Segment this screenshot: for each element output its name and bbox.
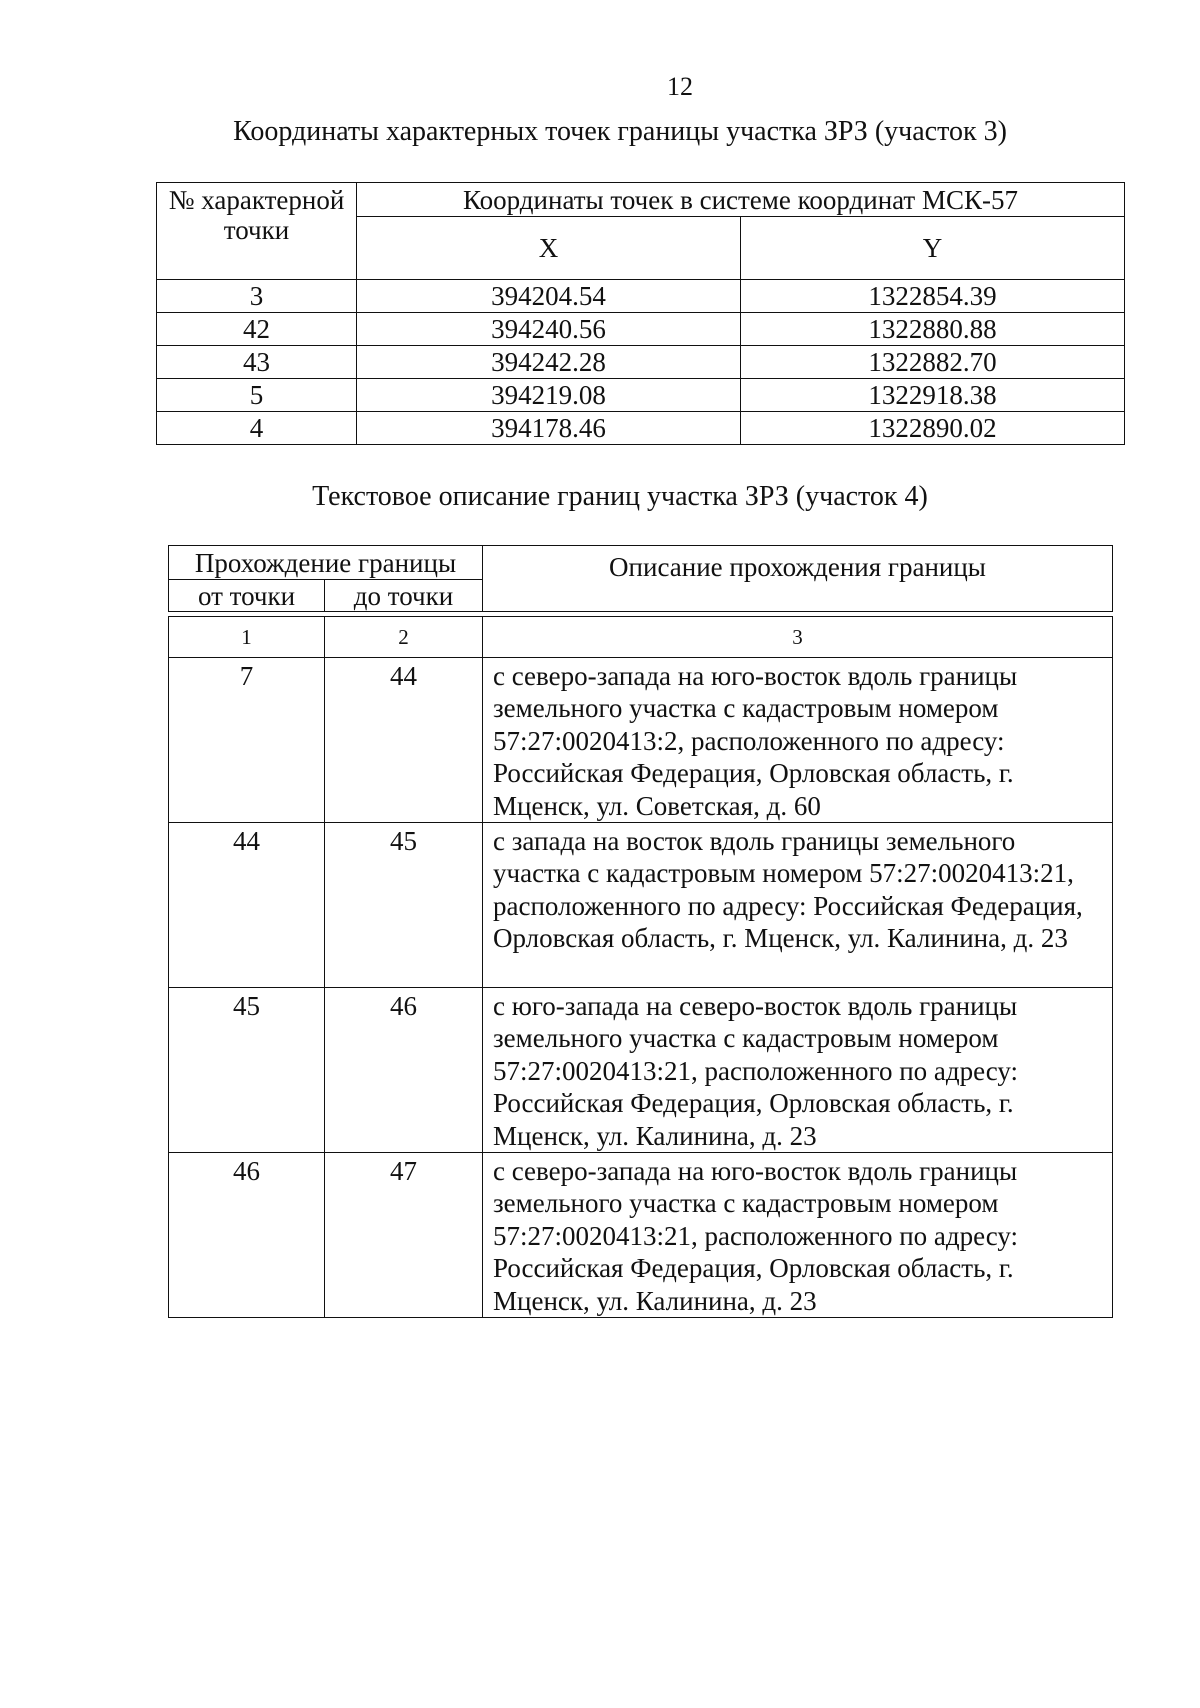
column-number: 3: [483, 617, 1113, 658]
x-header: X: [357, 217, 741, 280]
x-cell: 394204.54: [357, 280, 741, 313]
boundary-description-table: [168, 545, 1113, 1318]
table-row: [157, 412, 1125, 445]
point-cell: 3: [157, 280, 357, 313]
table-row: [169, 823, 1113, 988]
point-cell: 43: [157, 346, 357, 379]
coord-system-header: Координаты точек в системе координат МСК-57: [357, 183, 1125, 217]
column-number: 2: [325, 617, 483, 658]
point-cell: 42: [157, 313, 357, 346]
from-point-cell: 44: [169, 823, 325, 988]
table-row: [157, 313, 1125, 346]
description-cell: с северо-запада на юго-восток вдоль границы земельного участка с кадастровым номером 57:27:0020413:2, расположенного по адресу: Российская Федерация, Орловская область, г. Мценск, ул. Советская, д. 60: [483, 658, 1113, 823]
description-header: Описание прохождения границы: [483, 546, 1113, 612]
to-point-header: до точки: [325, 580, 483, 612]
from-point-cell: 45: [169, 988, 325, 1153]
table-row: [169, 658, 1113, 823]
from-point-cell: 46: [169, 1153, 325, 1318]
x-cell: 394242.28: [357, 346, 741, 379]
to-point-cell: 45: [325, 823, 483, 988]
description-cell: с запада на восток вдоль границы земельного участка с кадастровым номером 57:27:0020413:21, расположенного по адресу: Российская Федерация, Орловская область, г. Мценск, ул. Калинина, д. 23: [483, 823, 1113, 988]
x-cell: 394178.46: [357, 412, 741, 445]
description-cell: с северо-запада на юго-восток вдоль границы земельного участка с кадастровым номером 57:27:0020413:21, расположенного по адресу: Российская Федерация, Орловская область, г. Мценск, ул. Калинина, д. 23: [483, 1153, 1113, 1318]
y-cell: 1322880.88: [741, 313, 1125, 346]
boundary-passage-header: Прохождение границы: [169, 546, 483, 580]
table-row: [169, 988, 1113, 1153]
point-cell: 4: [157, 412, 357, 445]
coordinates-table-title: Координаты характерных точек границы участка ЗРЗ (участок 3): [233, 116, 1007, 147]
table-row: [157, 379, 1125, 412]
table-row: [157, 280, 1125, 313]
x-cell: 394219.08: [357, 379, 741, 412]
column-number: 1: [169, 617, 325, 658]
point-cell: 5: [157, 379, 357, 412]
y-cell: 1322890.02: [741, 412, 1125, 445]
table-row: [169, 1153, 1113, 1318]
to-point-cell: 47: [325, 1153, 483, 1318]
to-point-cell: 44: [325, 658, 483, 823]
from-point-cell: 7: [169, 658, 325, 823]
x-cell: 394240.56: [357, 313, 741, 346]
point-number-header: № характерной точки: [157, 183, 357, 280]
to-point-cell: 46: [325, 988, 483, 1153]
y-header: Y: [741, 217, 1125, 280]
y-cell: 1322918.38: [741, 379, 1125, 412]
boundary-description-title: Текстовое описание границ участка ЗРЗ (участок 4): [312, 481, 928, 512]
y-cell: 1322882.70: [741, 346, 1125, 379]
page-number: 12: [667, 72, 693, 101]
table-row: [157, 346, 1125, 379]
description-cell: с юго-запада на северо-восток вдоль границы земельного участка с кадастровым номером 57:27:0020413:21, расположенного по адресу: Российская Федерация, Орловская область, г. Мценск, ул. Калинина, д. 23: [483, 988, 1113, 1153]
y-cell: 1322854.39: [741, 280, 1125, 313]
from-point-header: от точки: [169, 580, 325, 612]
coordinates-table: [156, 182, 1125, 445]
